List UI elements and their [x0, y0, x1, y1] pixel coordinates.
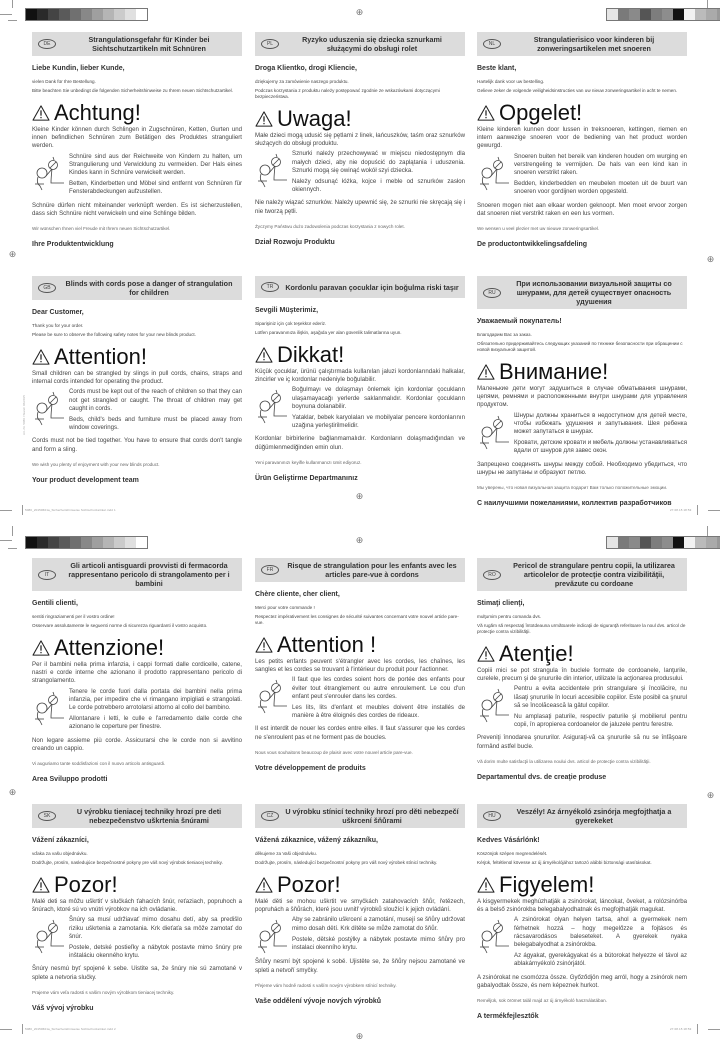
closing-text: Vă dorim multe satisfacţii la utilizarea noului dvs. articol de protecţie contra vizibilităţii.: [477, 758, 651, 764]
registration-mark-icon: ⊕: [8, 249, 17, 259]
thanks-text: Merci pour votre commande !: [255, 605, 315, 610]
signoff: De productontwikkelingsafdeling: [477, 241, 588, 249]
section-header: [477, 276, 687, 309]
language-badge: FR: [261, 565, 279, 575]
child-cord-illustration-icon: [255, 676, 289, 716]
warning-heading: [255, 108, 465, 130]
greeting: Liebe Kundin, lieber Kunde,: [32, 65, 125, 72]
safety-instructions: [477, 916, 687, 971]
section-header: [477, 804, 687, 828]
warning-title: Attenzione!: [54, 635, 165, 660]
process-color-bar: [606, 536, 720, 549]
warning-triangle-icon: [32, 105, 50, 121]
safety-instructions: [255, 386, 465, 433]
intro-text: Les petits enfants peuvent s'étrangler avec les cordes, les chaînes, les sangles et les cordes se trouvant à l'intérieur du produit pour l'actionner.: [255, 658, 465, 674]
warning-heading: [32, 102, 242, 124]
registration-mark-icon: ⊕: [706, 790, 715, 800]
signoff: Váš vývoj výrobku: [32, 1004, 94, 1012]
safety-instructions: [477, 685, 687, 732]
warning-triangle-icon: [32, 877, 50, 893]
language-badge: GB: [38, 283, 56, 293]
signoff: A termékfejlesztők: [477, 1013, 539, 1021]
outro-text: Kordonlar birbirlerine bağlanmamalıdır. Kordonların dolaşmadığından ve düğümlenmediğinden emin olun.: [255, 435, 465, 451]
greeting: Droga Klientko, drogi Kliencie,: [255, 65, 357, 72]
closing-text: Reméljük, sok örömet talál majd az új árnyékoló használatában.: [477, 998, 607, 1004]
crop-mark: [12, 0, 13, 8]
section-tr: [255, 276, 465, 482]
warning-title: Figyelem!: [499, 872, 595, 897]
section-gb: [32, 276, 242, 484]
section-title: Veszély! Az árnyékoló zsinórja megfojthatja a gyerekeket: [516, 807, 672, 825]
section-header: [255, 276, 465, 298]
safety-instructions: [32, 153, 242, 200]
registration-mark-icon: ⊕: [355, 1031, 364, 1041]
crop-mark: [708, 1029, 720, 1030]
section-ro: [477, 558, 687, 781]
warning-triangle-icon: [477, 646, 495, 662]
greeting: Kedves Vásárlónk!: [477, 837, 540, 844]
warning-title: Opgelet!: [499, 100, 583, 125]
warning-triangle-icon: [255, 877, 273, 893]
closing-text: Życzymy Państwu dużo zadowolenia podczas korzystania z nowych rolet.: [255, 223, 405, 229]
thanks-text: sentiti ringraziamenti per il vostro ordine!: [32, 614, 115, 619]
section-header: [255, 32, 465, 56]
instruction-text: Обязательно придерживайтесь следующих указаний по технике безопасности при обращении с новой визуальной защитой.: [477, 341, 683, 352]
instruction-1: Boğulmayı ve dolaşmayı önlemek için kordonlar çocukların ulaşamayacağı yerlerde saklanmalıdır. Kordonlar çocukların boynuna dolanabilir.: [292, 386, 465, 410]
crop-mark: [22, 505, 23, 515]
closing-text: Prajeme vám veľa radosti s vašim novým výrobkom tieniacej techniky.: [32, 989, 175, 995]
thanks-text: mulţumim pentru comanda dvs.: [477, 614, 542, 619]
warning-heading: [477, 102, 687, 124]
closing-text: Yeni paravanınızı keyifle kullanmanızı ümit ediyoruz.: [255, 459, 362, 465]
warning-heading: [477, 361, 687, 383]
warning-heading: [255, 874, 465, 896]
thanks-text: děkujeme za Vaši objednávku.: [255, 851, 317, 856]
section-header: [32, 804, 242, 828]
intro-text: Маленькие дети могут задушиться в случае обматывания шнурами, цепями, ремнями и расположенными внутри шнурами для управления продуктом.: [477, 385, 687, 409]
instruction-2: Należy odsunąć łóżka, kojce i meble od sznurków zasłon okiennych.: [292, 178, 465, 194]
intro-text: Kleine kinderen kunnen door lussen in treksnoeren, kettingen, riemen en intern aanwezige snoeren voor de bediening van het product worden gewurgd.: [477, 126, 687, 150]
signoff: Vaše oddělení vývoje nových výrobků: [255, 997, 382, 1005]
safety-instructions: [32, 388, 242, 435]
outro-text: A zsinórokat ne csomózza össze. Győződjön meg arról, hogy a zsinórok nem gabalyodtak össze, és nem képeznek hurkot.: [477, 973, 687, 989]
warning-title: Pozor!: [277, 872, 341, 897]
instruction-2: Yataklar, bebek karyolaları ve mobilyalar pencere kordonlarının uzağına yerleştirilmelidir.: [292, 414, 465, 430]
warning-title: Uwaga!: [277, 106, 352, 131]
greeting: Sevgili Müşterimiz,: [255, 307, 319, 314]
safety-instructions: [32, 916, 242, 963]
section-title: Strangulationsgefahr für Kinder bei Sichtschutzartikeln mit Schnüren: [88, 35, 210, 53]
warning-title: Atenţie!: [499, 641, 574, 666]
warning-title: Внимание!: [499, 359, 609, 384]
outro-text: Запрещено соединять шнуры между собой. Необходимо убедиться, что шнуры не запутаны и образуют петлю.: [477, 460, 687, 476]
intro-text: A kisgyermekek meghúzhatják a zsinórokat, láncokat, öveket, a rolózsinórba és a belső zsinórokba belegabalyodhatnak és megfojthatják magukat.: [477, 898, 687, 914]
outro-text: Šňůry nesmí být spojené k sobě. Ujistěte se, že šňůry nejsou zamotané ve spleti a netvoří smyčky.: [255, 958, 465, 974]
file-slug: 5080_20150601a_Sicherheitshinweise Sichtschutzartikel.indd 2: [25, 1027, 116, 1031]
warning-heading: [32, 346, 242, 368]
section-nl: [477, 32, 687, 248]
language-badge: SK: [38, 811, 56, 821]
warning-title: Pozor!: [54, 872, 118, 897]
greeting: Stimaţi clienţi,: [477, 600, 525, 607]
article-code-vertical: Art.-Nr. 5080 / Stand: 06/2015: [22, 395, 26, 435]
process-color-bar: [606, 8, 720, 21]
thanks-text: Hartelijk dank voor uw bestelling.: [477, 79, 545, 84]
warning-heading: [32, 637, 242, 659]
section-header: [32, 276, 242, 300]
instruction-1: Schnüre sind aus der Reichweite von Kindern zu halten, um Strangulierung und Verwicklung zu vermeiden. Der Hals eines Kindes kann in Schnüre verwickelt werden.: [69, 152, 242, 177]
section-ru: [477, 276, 687, 507]
instruction-2: Bedden, kinderbedden en meubelen moeten uit de buurt van snoeren voor gordijnen worden opgesteld.: [514, 180, 687, 196]
instruction-text: Kérjük, feltétlenül kövesse az új árnyékolójához tartozó alábbi biztonsági utasításokat.: [477, 860, 652, 865]
warning-triangle-icon: [477, 105, 495, 121]
outro-text: Cords must not be tied together. You have to ensure that cords don't tangle and form a sling.: [32, 437, 242, 453]
registration-mark-icon: ⊕: [706, 254, 715, 264]
section-sk: [32, 804, 242, 1012]
crop-mark: [697, 1024, 698, 1034]
instruction-text: Dodržujte, prosím, nasledujúce bezpečnostné pokyny pre váš nový výrobok tieniacej techniky.: [32, 860, 223, 865]
greeting: Gentili clienti,: [32, 600, 78, 607]
thanks-text: Köszönjük szépen megrendelését.: [477, 851, 548, 856]
warning-heading: [477, 874, 687, 896]
crop-mark: [22, 1024, 23, 1034]
child-cord-illustration-icon: [255, 150, 289, 190]
section-fr: [255, 558, 465, 772]
thanks-text: vďaka za vašu objednávku.: [32, 851, 88, 856]
instruction-text: Vă rugăm să respectaţi întotdeauna următoarele indicaţii de siguranţă referitoare la noul dvs. articol de protecţie contra vizibilităţii.: [477, 623, 686, 634]
section-title: Ryzyko uduszenia się dziecka sznurkami służącymi do obsługi rolet: [302, 35, 442, 53]
greeting: Chère cliente, cher client,: [255, 591, 340, 598]
instruction-1: Cords must be kept out of the reach of children so that they can not get strangled or caught. The throat of children may get caught in cords.: [69, 388, 242, 412]
instruction-1: Šnúry sa musí udržiavať mimo dosahu detí, aby sa predišlo riziku uškrtenia a zamotania. Krk dieťaťa sa môže zamotať do šnúr.: [69, 916, 242, 940]
greeting: Vážená zákaznice, vážený zákazníku,: [255, 837, 378, 844]
intro-text: Małe dzieci mogą udusić się pętlami z linek, łańcuszków, taśm oraz sznurków służących do obsługi produktu.: [255, 132, 465, 148]
outro-text: Non legare assieme più corde. Assicurarsi che le corde non si avvitino creando un cappio.: [32, 736, 242, 752]
warning-title: Attention!: [54, 344, 147, 369]
warning-title: Achtung!: [54, 100, 141, 125]
child-cord-illustration-icon: [32, 388, 66, 428]
signoff: Dział Rozwoju Produktu: [255, 238, 335, 246]
intro-text: Small children can be strangled by slings in pull cords, chains, straps and internal cords intended for operating the product.: [32, 370, 242, 386]
child-cord-illustration-icon: [477, 153, 511, 193]
child-cord-illustration-icon: [32, 916, 66, 956]
crop-mark: [8, 548, 17, 549]
safety-instructions: [255, 676, 465, 723]
intro-text: Per il bambini nella prima infanzia, i cappi formati dalle cordicelle, catene, nastri e corde interne che azionano il prodotto rappresentano pericolo di strangolamento.: [32, 661, 242, 685]
crop-mark: [707, 0, 708, 8]
warning-triangle-icon: [477, 364, 495, 380]
child-cord-illustration-icon: [32, 688, 66, 728]
language-badge: DE: [38, 39, 56, 49]
language-badge: PL: [261, 39, 279, 49]
section-header: [255, 804, 465, 828]
registration-mark-icon: ⊕: [8, 787, 17, 797]
outro-text: Snoeren mogen niet aan elkaar worden geknoopt. Men moet ervoor zorgen dat snoeren niet verstrikt raken en een lus vormen.: [477, 201, 687, 217]
intro-text: Malé deti sa môžu uškrtiť v slučkách ťahacích šnúr, reťaziach, popruhoch a šnúrach, ktoré sú vo vnútri výrobkov na ich ovládanie.: [32, 898, 242, 914]
child-cord-illustration-icon: [32, 153, 66, 193]
greeting: Vážení zákazníci,: [32, 837, 89, 844]
section-title: Strangulatierisico voor kinderen bij zonweringsartikelen met snoeren: [533, 35, 655, 53]
closing-text: Vi auguriamo tante soddisfazioni con il nuovo articolo antisguardi.: [32, 761, 166, 767]
instruction-2: Nu amplasaţi paturile, respectiv paturile şi mobilierul pentru copii, în apropierea cordoanelor de jaluzele pentru ferestre.: [514, 713, 687, 729]
section-title: Kordonlu paravan çocuklar için boğulma riski taşır: [285, 282, 459, 292]
section-title: U výrobku stínicí techniky hrozí pro děti nebezpečí uškrcení šňůrami: [285, 807, 459, 825]
closing-text: Přejeme vám hodně radosti s vaším novým výrobkem stínicí techniky.: [255, 982, 397, 988]
warning-triangle-icon: [255, 111, 273, 127]
closing-text: Wir wünschen Ihnen viel Freude mit Ihrem neuen Sichtschutzartikel.: [32, 226, 171, 232]
outro-text: Il est interdit de nouer les cordes entre elles. Il faut s'assurer que les cordes ne s'enroulent pas et ne forment pas de boucles.: [255, 725, 465, 741]
instruction-2: Кровати, детские кровати и мебель должны устанавливаться вдали от шнуров для завес окон.: [514, 439, 687, 455]
instruction-2: Postele, detské postieľky a nábytok postavte mimo šnúry pre inštaláciu okenného krytu.: [69, 944, 242, 960]
outro-text: Schnüre dürfen nicht miteinander verknüpft werden. Es ist sicherzustellen, dass sich Schnüre nicht verwickeln und eine Schlinge bilden.: [32, 201, 242, 217]
instruction-1: Шнуры должны храниться в недоступном для детей месте, чтобы избежать удушения и запутывания. Шея ребенка может запутаться в шнурах.: [514, 411, 687, 436]
thanks-text: Siparişiniz için çok teşekkür ederiz.: [255, 321, 327, 326]
registration-mark-icon: ⊕: [355, 7, 364, 17]
section-title: Risque de strangulation pour les enfants avec les articles pare-vue à cordons: [287, 561, 457, 579]
crop-mark: [8, 20, 17, 21]
thanks-text: Thank you for your order.: [32, 323, 84, 328]
language-badge: RU: [483, 288, 501, 298]
outro-text: Nie należy wiązać sznurków. Należy upewnić się, że sznurki nie skręcają się i nie tworzą pętli.: [255, 199, 465, 215]
section-header: [477, 558, 687, 591]
warning-triangle-icon: [32, 349, 50, 365]
intro-text: Malé děti se mohou uškrtit ve smyčkách zatahovacích šňůr, řetězech, popruhách a šňůrách, které jsou uvnitř výrobků sloužící k jejich ovládání.: [255, 898, 465, 914]
child-cord-illustration-icon: [255, 916, 289, 956]
section-de: [32, 32, 242, 248]
instruction-text: Respectez impérativement les consignes de sécurité suivantes concernant votre nouvel article pare-vue.: [255, 614, 459, 625]
section-header: [255, 558, 465, 582]
warning-heading: [255, 344, 465, 366]
timestamp: 27.08.15 18:53: [670, 508, 692, 512]
instruction-text: Lütfen paravanınıza ilişkin, aşağıda yer alan güvenlik talimatlarına uyun.: [255, 330, 402, 335]
crop-mark: [0, 1029, 12, 1030]
warning-heading: [477, 643, 687, 665]
warning-triangle-icon: [255, 637, 273, 653]
closing-text: Nous vous souhaitons beaucoup de plaisir avec votre nouvel article pare-vue.: [255, 749, 413, 755]
signoff: Ürün Geliştirme Departmanınız: [255, 474, 358, 482]
language-badge: TR: [261, 282, 279, 292]
instruction-2: Betten, Kinderbetten und Möbel sind entfernt von Schnüren für Fensterabdeckungen aufzustellen.: [69, 180, 242, 196]
registration-mark-icon: ⊕: [355, 491, 364, 501]
section-header: [477, 32, 687, 56]
language-badge: RO: [483, 570, 501, 580]
instruction-1: Il faut que les cordes soient hors de portée des enfants pour éviter tout étranglement ou autre enroulement. Le cou d'un enfant peut s'enrouler dans les cordes.: [292, 676, 465, 700]
closing-text: We wish you plenty of enjoyment with your new blinds product.: [32, 461, 160, 467]
outro-text: Preveniţi înnodarea şnururilor. Asiguraţi-vă ca şnururile să nu se înfăşoare formând astfel bucle.: [477, 734, 687, 750]
instruction-1: Snoeren buiten het bereik van kinderen houden om wurging en verstrengeling te vermijden. De hals van een kind kan in snoeren verstrikt raken.: [514, 152, 687, 177]
language-badge: HU: [483, 811, 501, 821]
greeting: Beste klant,: [477, 65, 517, 72]
intro-text: Copiii mici se pot strangula în buclele formate de cordoanele, lanţurile, curelele, precum şi de şnururile din interior, utilizate la acţionarea produsului.: [477, 667, 687, 683]
section-header: [32, 558, 242, 591]
section-cz: [255, 804, 465, 1005]
section-title: Gli articoli antisguardi provvisti di fermacorda rappresentano pericolo di strangolamento per i bambini: [68, 561, 230, 588]
crop-mark: [0, 14, 12, 15]
crop-mark: [708, 510, 720, 511]
child-cord-illustration-icon: [477, 916, 511, 956]
child-cord-illustration-icon: [477, 685, 511, 725]
thanks-text: vielen Dank für Ihre Bestellung.: [32, 79, 96, 84]
registration-mark-icon: ⊕: [355, 535, 364, 545]
instruction-1: A zsinórokat olyan helyen tartsa, ahol a gyermekek nem férhetnek hozzá – hogy megelőzze a fojtásos és rácsavarodásos baleseteket. A gyerekek nyaka belegabalyodhat a zsinórokba.: [514, 916, 687, 949]
signoff: Your product development team: [32, 476, 139, 484]
grayscale-color-bar: [25, 536, 148, 549]
signoff: Votre développement de produits: [255, 764, 366, 772]
thanks-text: dziękujemy za zamówienie naszego produktu.: [255, 79, 349, 84]
crop-mark: [12, 526, 13, 536]
section-title: При использовании визуальной защиты со шнурами, для детей существует опасность удушения: [516, 279, 672, 306]
warning-title: Attention !: [277, 632, 377, 657]
warning-triangle-icon: [477, 877, 495, 893]
closing-text: Мы уверены, что новая визуальная защита подарит Вам только положительные эмоции.: [477, 485, 668, 491]
crop-mark: [0, 510, 12, 511]
instruction-text: Podczas korzystania z produktu należy postępować zgodnie ze wskazówkami dotyczącymi bezpieczeństwa.: [255, 88, 440, 99]
safety-instructions: [477, 153, 687, 200]
warning-heading: [255, 634, 465, 656]
section-pl: [255, 32, 465, 246]
warning-heading: [32, 874, 242, 896]
signoff: Area Sviluppo prodotti: [32, 776, 108, 784]
instruction-2: Az ágyakat, gyerekágyakat és a bútorokat helyezze el távol az ablakárnyékoló zsinórjától.: [514, 952, 687, 968]
instruction-2: Les lits, lits d'enfant et meubles doivent être installés de manière à être éloignés des cordes de rideaux.: [292, 704, 465, 720]
instruction-1: Sznurki należy przechowywać w miejscu niedostępnym dla małych dzieci, aby nie dopuścić do zaplątania i uduszenia. Sznurki mogą się owinąć wokół szyi dziecka.: [292, 150, 465, 174]
section-it: [32, 558, 242, 783]
crop-mark: [697, 505, 698, 515]
file-slug: 5080_20150601a_Sicherheitshinweise Sichtschutzartikel.indd 1: [25, 508, 116, 512]
signoff: Ihre Produktentwicklung: [32, 241, 114, 249]
child-cord-illustration-icon: [477, 412, 511, 452]
section-title: Blinds with cords pose a danger of strangulation for children: [65, 279, 233, 297]
section-title: Pericol de strangulare pentru copii, la utilizarea articolelor de protecţie contra vizibilităţii, prevăzute cu cordoane: [513, 561, 675, 588]
thanks-text: Благодарим Вас за заказ.: [477, 332, 532, 337]
safety-instructions: [477, 412, 687, 459]
timestamp: 27.08.15 18:53: [670, 1027, 692, 1031]
intro-text: Kleine Kinder können durch Schlingen in Zugschnüren, Ketten, Gurten und innen befindlichen Schnüren zum Betätigen des Produktes stranguliert werden.: [32, 126, 242, 150]
language-badge: IT: [38, 570, 56, 580]
crop-mark: [707, 526, 708, 536]
instruction-1: Aby se zabránilo uškrcení a zamotání, musejí se šňůry udržovat mimo dosah dětí. Krk dítěte se může zamotat do šňůr.: [292, 916, 465, 932]
instruction-text: Please be sure to observe the following safety notes for your new blinds product.: [32, 332, 196, 337]
instruction-text: Osservare assolutamente le seguenti norme di sicurezza riguardanti il vostro acquisto.: [32, 623, 208, 628]
crop-mark: [0, 540, 12, 541]
section-title: U výrobku tieniacej techniky hrozí pre deti nebezpečenstvo uškrtenia šnúrami: [76, 807, 222, 825]
child-cord-illustration-icon: [255, 386, 289, 426]
signoff: С наилучшими пожеланиями, коллектив разработчиков: [477, 500, 672, 508]
instruction-2: Postele, dětské postýlky a nábytek postavte mimo šňůry pro instalaci okenního krytu.: [292, 935, 465, 952]
instruction-1: Tenere le corde fuori dalla portata dei bambini nella prima infanzia, per impedire che vi rimangano impigliati e strangolati. Le corde potrebbero arrotolarsi attorno al collo del bambino.: [69, 687, 242, 712]
warning-triangle-icon: [32, 640, 50, 656]
closing-text: We wensen u veel plezier met uw nieuwe zonweringsartikel.: [477, 226, 600, 232]
instruction-text: Bitte beachten Sie unbedingt die folgenden Sicherheitshinweise zu Ihrem neuen Sichtschutzartikel.: [32, 88, 233, 93]
instruction-text: Gelieve zeker de volgende veiligheidsinstructies van uw nieuw zonweringsartikel in acht te nemen.: [477, 88, 678, 93]
section-hu: [477, 804, 687, 1020]
warning-title: Dikkat!: [277, 342, 345, 367]
intro-text: Küçük çocuklar, ürünü çalıştırmada kullanılan jaluzi kordonlarındaki halkalar, zincirler ve iç kordonlar nedeniyle boğulabilir.: [255, 368, 465, 384]
safety-instructions: [255, 916, 465, 956]
safety-instructions: [255, 150, 465, 197]
greeting: Dear Customer,: [32, 309, 84, 316]
greeting: Уважаемый покупатель!: [477, 318, 562, 325]
language-badge: NL: [483, 39, 501, 49]
instruction-2: Allontanare i letti, le culle e l'arredamento dalle corde che azionano le coperture per finestre.: [69, 715, 242, 731]
safety-instructions: [32, 688, 242, 735]
instruction-text: Dodržujte, prosím, následující bezpečnostní pokyny pro váš nový výrobek stínicí techniky.: [255, 860, 438, 865]
language-badge: CZ: [261, 811, 279, 821]
grayscale-color-bar: [25, 8, 148, 21]
instruction-1: Pentru a evita accidentele prin strangulare şi încolăcire, nu lăsaţi şnururile în locuri accesibile copiilor. Este posibil ca şnurul să se încolăcească la gâtul copiilor.: [514, 685, 687, 709]
section-header: [32, 32, 242, 56]
warning-triangle-icon: [255, 347, 273, 363]
signoff: Departamentul dvs. de creaţie produse: [477, 773, 607, 781]
outro-text: Šnúry nesmú byť spojené k sebe. Uistite sa, že šnúry nie sú zamotané v splete a netvoria slučky.: [32, 965, 242, 981]
instruction-2: Beds, child's beds and furniture must be placed away from window coverings.: [69, 416, 242, 432]
